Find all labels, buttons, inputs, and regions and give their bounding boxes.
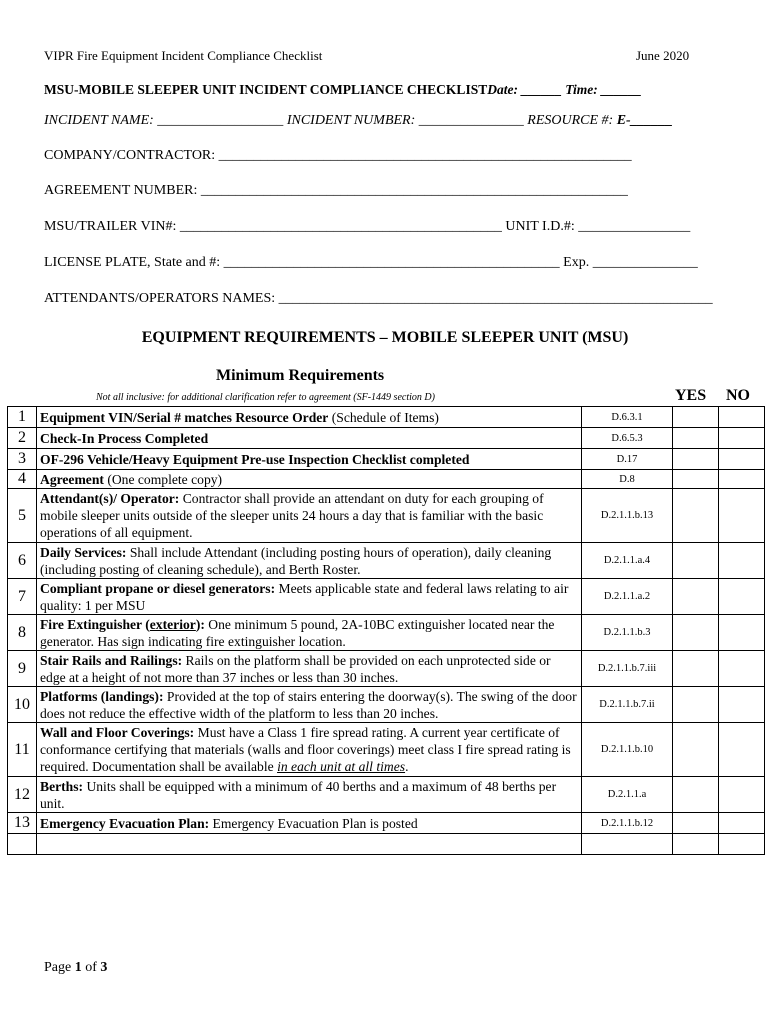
requirement-description (37, 579, 582, 615)
table-row (8, 651, 765, 687)
no-checkbox-cell[interactable] (719, 470, 765, 489)
agreement-reference: D.2.1.1.b.12 (582, 813, 673, 834)
requirement-description (37, 407, 582, 428)
checklist-title (44, 82, 642, 98)
table-row (8, 428, 765, 449)
row-number: 12 (8, 777, 37, 813)
table-row (8, 777, 765, 813)
table-row (8, 489, 765, 543)
requirement-description (37, 687, 582, 723)
yes-column-header: YES (675, 387, 707, 404)
yes-checkbox-cell[interactable] (673, 428, 719, 449)
header-doc-title: VIPR Fire Equipment Incident Compliance Checklist (44, 48, 323, 63)
yes-checkbox-cell[interactable] (673, 813, 719, 834)
row-number-empty (8, 834, 37, 855)
no-checkbox-cell[interactable] (719, 651, 765, 687)
table-row (8, 723, 765, 777)
yes-checkbox-cell[interactable] (673, 834, 719, 855)
requirement-description (37, 428, 582, 449)
row-number: 7 (8, 579, 37, 615)
attendants-field[interactable]: ATTENDANTS/OPERATORS NAMES: ______________________________________________________________ (44, 291, 713, 306)
requirement-text: Rails on the platform shall be provided on each unprotected side or edge at a height of not more than 37 inches or less than 30 inches. (40, 652, 551, 685)
table-row (8, 470, 765, 489)
requirement-description (37, 489, 582, 543)
incident-number-field[interactable]: INCIDENT NUMBER: _______________ (286, 113, 524, 128)
requirement-text: Emergency Evacuation Plan is posted (209, 815, 418, 831)
requirement-label: Platforms (landings): (40, 688, 164, 704)
no-checkbox-cell[interactable] (719, 489, 765, 543)
row-number: 11 (8, 723, 37, 777)
section-note: Not all inclusive: for additional clarification refer to agreement (SF-1449 section D) (96, 392, 435, 403)
requirement-label: Equipment VIN/Serial # matches Resource Order (40, 409, 329, 425)
yes-checkbox-cell[interactable] (673, 470, 719, 489)
yes-checkbox-cell[interactable] (673, 651, 719, 687)
requirement-text: One minimum 5 pound, 2A-10BC extinguisher located near the generator. Has sign indicating fire extinguisher location. (40, 616, 555, 649)
requirement-label: Berths: (40, 778, 84, 794)
table-row (8, 407, 765, 428)
resource-label: RESOURCE #: (527, 113, 614, 128)
row-number: 3 (8, 449, 37, 470)
table-row (8, 687, 765, 723)
requirement-label: OF-296 Vehicle/Heavy Equipment Pre-use Inspection Checklist completed (40, 451, 470, 467)
vin-unit-line (44, 219, 690, 235)
requirement-label: Wall and Floor Coverings: (40, 725, 195, 740)
requirement-label: Compliant propane or diesel generators: (40, 580, 276, 596)
requirement-label: Fire Extinguisher ( (40, 616, 150, 632)
yes-checkbox-cell[interactable] (673, 777, 719, 813)
table-row (8, 449, 765, 470)
no-checkbox-cell[interactable] (719, 615, 765, 651)
row-number: 13 (8, 813, 37, 834)
requirement-description (37, 777, 582, 813)
section-subheading: Minimum Requirements (216, 367, 385, 384)
unit-id-field[interactable]: UNIT I.D.#: ________________ (505, 219, 691, 234)
license-field[interactable]: LICENSE PLATE, State and #: ________________________________________________ (44, 255, 560, 270)
section-heading: EQUIPMENT REQUIREMENTS – MOBILE SLEEPER UNIT (MSU) (141, 329, 629, 346)
table-row (8, 813, 765, 834)
yes-checkbox-cell[interactable] (673, 407, 719, 428)
no-checkbox-cell[interactable] (719, 407, 765, 428)
row-number: 4 (8, 470, 37, 489)
table-row (8, 543, 765, 579)
no-checkbox-cell[interactable] (719, 777, 765, 813)
page-prefix: Page (44, 960, 75, 975)
requirement-text: Must have a Class 1 fire spread rating. A current year certificate of conformance certifying that materials (walls and floor coverings) meet class I fire spread rating is required. Documentation shall be available (40, 725, 571, 774)
page-number (44, 960, 107, 976)
requirement-description (37, 470, 582, 489)
agreement-reference: D.2.1.1.a.4 (582, 543, 673, 579)
page-of: of (81, 960, 101, 975)
requirement-text: (Schedule of Items) (328, 409, 439, 425)
no-checkbox-cell[interactable] (719, 449, 765, 470)
page-total: 3 (100, 960, 108, 975)
requirement-text: Meets applicable state and federal laws relating to air quality: 1 per MSU (40, 580, 569, 613)
page-current: 1 (74, 960, 82, 975)
yes-checkbox-cell[interactable] (673, 615, 719, 651)
no-column-header: NO (726, 387, 750, 404)
no-checkbox-cell[interactable] (719, 579, 765, 615)
requirement-description (37, 449, 582, 470)
requirement-text-emphasis: in each unit at all times (277, 759, 406, 774)
agreement-reference: D.2.1.1.a.2 (582, 579, 673, 615)
license-exp-line (44, 255, 698, 271)
no-checkbox-cell[interactable] (719, 813, 765, 834)
requirement-description (37, 723, 582, 777)
requirements-table (7, 406, 765, 855)
row-number: 5 (8, 489, 37, 543)
yes-checkbox-cell[interactable] (673, 723, 719, 777)
requirement-text: Contractor shall provide an attendant on duty for each grouping of mobile sleeper units outside of the sleeper units 24 hours a day that is familiar with the basic operations of all equipment. (40, 491, 544, 540)
row-number: 9 (8, 651, 37, 687)
table-row (8, 615, 765, 651)
row-number: 1 (8, 407, 37, 428)
reference-empty (582, 834, 673, 855)
requirement-text: (One complete copy) (103, 471, 223, 487)
requirement-description (37, 651, 582, 687)
requirement-label-end: ): (195, 616, 205, 632)
requirement-label: Stair Rails and Railings: (40, 652, 183, 668)
requirement-text: Shall include Attendant (including posting hours of operation), daily cleaning (including posting of cleaning schedule), and Berth Roster. (40, 544, 552, 577)
agreement-reference: D.8 (582, 470, 673, 489)
empty-row (8, 834, 765, 855)
row-number: 8 (8, 615, 37, 651)
no-checkbox-cell[interactable] (719, 723, 765, 777)
agreement-reference: D.6.3.1 (582, 407, 673, 428)
agreement-reference: D.17 (582, 449, 673, 470)
date-time-field[interactable]: Date: ______ Time: ______ (487, 82, 642, 97)
requirement-text: Units shall be equipped with a minimum of 40 berths and a maximum of 48 berths per unit. (40, 778, 557, 811)
no-checkbox-cell[interactable] (719, 543, 765, 579)
vin-field[interactable]: MSU/TRAILER VIN#: ______________________________________________ (44, 219, 502, 234)
checklist-title-text: MSU-MOBILE SLEEPER UNIT INCIDENT COMPLIANCE CHECKLIST (44, 82, 488, 97)
yes-checkbox-cell[interactable] (673, 687, 719, 723)
yes-checkbox-cell[interactable] (673, 579, 719, 615)
agreement-reference: D.2.1.1.b.7.ii (582, 687, 673, 723)
no-checkbox-cell[interactable] (719, 428, 765, 449)
table-row (8, 579, 765, 615)
no-checkbox-cell[interactable] (719, 834, 765, 855)
requirement-text-end: . (405, 759, 409, 774)
yes-checkbox-cell[interactable] (673, 489, 719, 543)
incident-line (44, 113, 673, 129)
requirement-description (37, 615, 582, 651)
row-number: 10 (8, 687, 37, 723)
requirement-label: Agreement (40, 471, 104, 487)
agreement-field[interactable]: AGREEMENT NUMBER: _____________________________________________________________ (44, 183, 628, 198)
yes-checkbox-cell[interactable] (673, 543, 719, 579)
requirement-empty (37, 834, 582, 855)
requirement-text: Provided at the top of stairs entering the doorway(s). The swing of the door does not reduce the effective width of the platform to less than 20 inches. (40, 688, 577, 721)
header-date: June 2020 (636, 48, 690, 63)
requirement-label: Check-In Process Completed (40, 430, 209, 446)
agreement-reference: D.2.1.1.b.3 (582, 615, 673, 651)
agreement-reference: D.2.1.1.a (582, 777, 673, 813)
yes-checkbox-cell[interactable] (673, 449, 719, 470)
requirement-label: Daily Services: (40, 544, 127, 560)
requirement-label: Emergency Evacuation Plan: (40, 815, 210, 831)
resource-field[interactable]: E-______ (616, 113, 673, 128)
row-number: 2 (8, 428, 37, 449)
row-number: 6 (8, 543, 37, 579)
exp-field[interactable]: Exp. _______________ (563, 255, 698, 270)
requirement-label-underlined: exterior (149, 616, 196, 632)
agreement-reference: D.2.1.1.b.13 (582, 489, 673, 543)
no-checkbox-cell[interactable] (719, 687, 765, 723)
agreement-reference: D.2.1.1.b.7.iii (582, 651, 673, 687)
requirement-label: Attendant(s)/ Operator: (40, 491, 180, 506)
agreement-reference: D.6.5.3 (582, 428, 673, 449)
company-field[interactable]: COMPANY/CONTRACTOR: ___________________________________________________________ (44, 148, 632, 163)
requirement-description (37, 813, 582, 834)
requirement-description (37, 543, 582, 579)
incident-name-field[interactable]: INCIDENT NAME: __________________ (44, 113, 284, 128)
agreement-reference: D.2.1.1.b.10 (582, 723, 673, 777)
